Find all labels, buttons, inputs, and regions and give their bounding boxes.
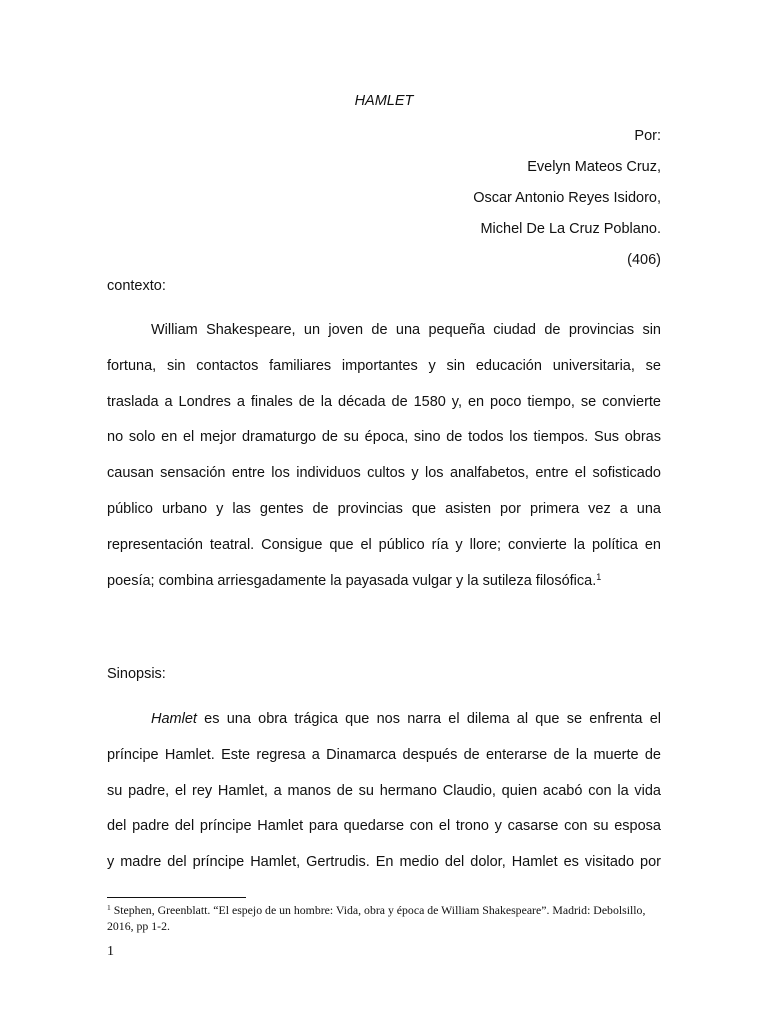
author-name: Oscar Antonio Reyes Isidoro, (473, 190, 661, 206)
footnote-reference[interactable]: 1 (596, 571, 602, 582)
paragraph-line: príncipe Hamlet. Este regresa a Dinamarca después de enterarse de la muerte de (107, 746, 661, 763)
context-heading: contexto: (107, 278, 166, 294)
document-title: HAMLET (354, 93, 414, 109)
paragraph-line: y madre del príncipe Hamlet, Gertrudis. En medio del dolor, Hamlet es visitado por (107, 854, 661, 871)
paragraph-line: causan sensación entre los individuos cultos y los analfabetos, entre el sofisticado (107, 465, 661, 482)
author-by-label: Por: (634, 128, 661, 144)
synopsis-heading: Sinopsis: (107, 666, 166, 682)
context-paragraph (107, 313, 661, 599)
author-name: Evelyn Mateos Cruz, (527, 159, 661, 175)
page-number: 1 (107, 944, 114, 959)
author-name: Michel De La Cruz Poblano. (480, 221, 661, 237)
footnote-number: 1 (107, 903, 111, 912)
paragraph-line: poesía; combina arriesgadamente la payasada vulgar y la sutileza filosófica.$^1$ (107, 571, 602, 589)
author-block (473, 121, 661, 276)
footnote (107, 902, 661, 934)
synopsis-paragraph (107, 702, 661, 881)
paragraph-line: su padre, el rey Hamlet, a manos de su hermano Claudio, quien acabó con la vida (107, 782, 661, 799)
paragraph-line: fortuna, sin contactos familiares importantes y sin educación universitaria, se (107, 357, 661, 374)
paragraph-line: del padre del príncipe Hamlet para quedarse con el trono y casarse con su esposa (107, 818, 661, 835)
paragraph-line: no solo en el mejor dramaturgo de su época, sino de todos los tiempos. Sus obras (107, 429, 661, 446)
footnote-separator (107, 897, 246, 898)
paragraph-line: Hamlet es una obra trágica que nos narra el dilema al que se enfrenta el (151, 711, 661, 727)
footnote-text: Stephen, Greenblatt. “El espejo de un hombre: Vida, obra y época de William Shakespeare”. Madrid: Debolsillo, 2016, pp 1-2. (107, 903, 646, 933)
paragraph-line: William Shakespeare, un joven de una pequeña ciudad de provincias sin (151, 322, 661, 338)
paragraph-line: traslada a Londres a finales de la década de 1580 y, en poco tiempo, se convierte (107, 393, 661, 410)
group-number: (406) (627, 252, 661, 268)
play-title-italic: Hamlet (151, 711, 197, 727)
paragraph-line: público urbano y las gentes de provincias que asisten por primera vez a una (107, 500, 661, 517)
paragraph-line: representación teatral. Consigue que el público ría y llore; convierte la política en (107, 536, 661, 553)
